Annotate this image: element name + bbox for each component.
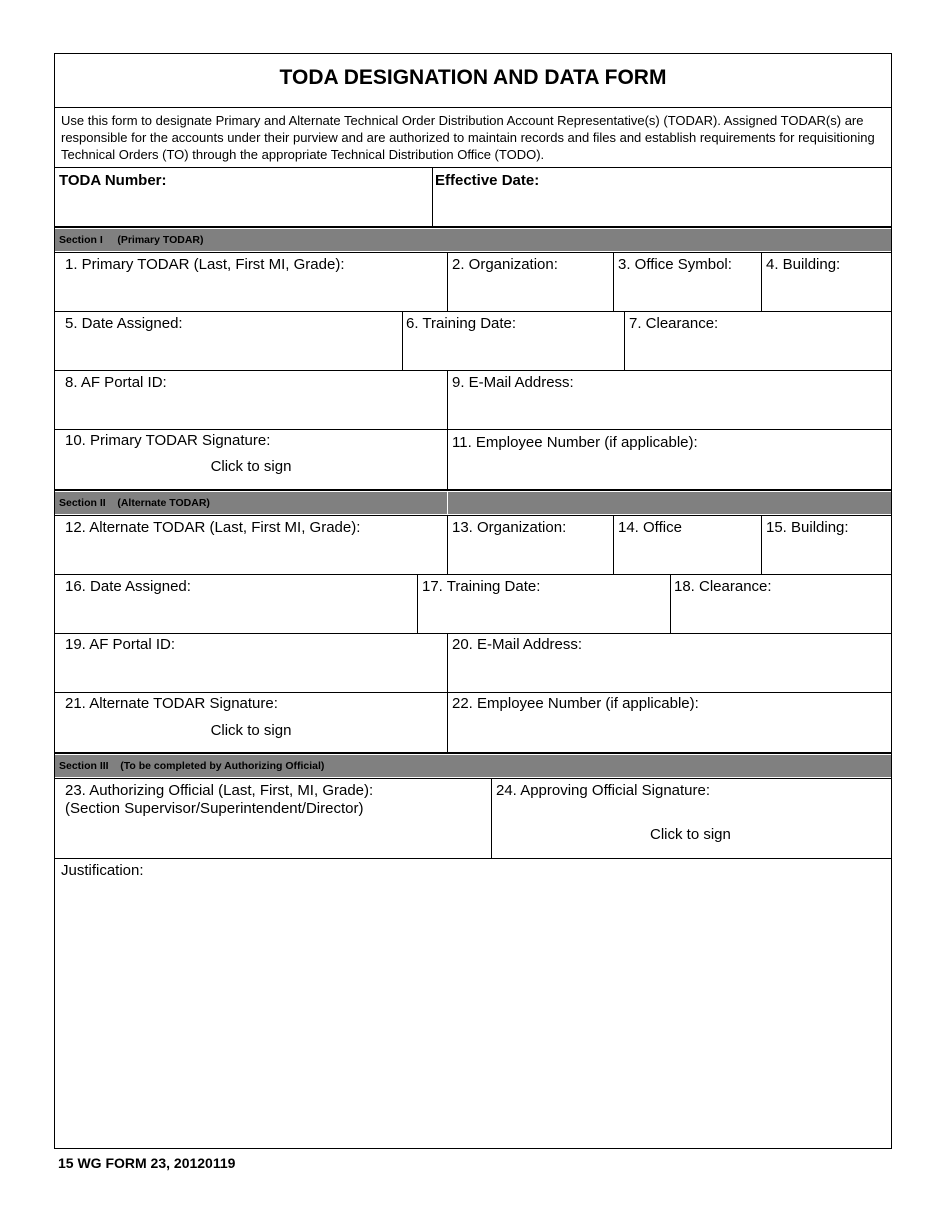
- primary-todar-name-label: 1. Primary TODAR (Last, First MI, Grade):: [65, 256, 345, 273]
- divider: [55, 370, 891, 371]
- section-2-title: Section II (Alternate TODAR): [59, 497, 210, 509]
- divider: [624, 311, 625, 370]
- primary-employee-number-label: 11. Employee Number (if applicable):: [452, 434, 698, 451]
- primary-todar-name-field[interactable]: [57, 274, 445, 310]
- primary-af-portal-id-label: 8. AF Portal ID:: [65, 374, 167, 391]
- divider: [55, 167, 891, 168]
- alternate-office-label: 14. Office: [618, 519, 682, 536]
- section-3-header: [55, 755, 891, 777]
- divider: [613, 252, 614, 311]
- primary-building-field[interactable]: [763, 274, 889, 310]
- divider: [761, 515, 762, 574]
- alternate-employee-number-label: 22. Employee Number (if applicable):: [452, 695, 699, 712]
- divider: [670, 574, 671, 633]
- primary-date-assigned-field[interactable]: [57, 333, 400, 369]
- authorizing-official-label: 23. Authorizing Official (Last, First, MI, Grade):: [65, 782, 374, 799]
- approving-signature-button[interactable]: Click to sign: [650, 826, 731, 843]
- divider: [55, 692, 891, 693]
- divider: [55, 252, 891, 253]
- authorizing-official-field[interactable]: [57, 820, 489, 856]
- divider: [447, 515, 448, 574]
- toda-number-field[interactable]: [57, 190, 429, 224]
- alternate-af-portal-id-label: 19. AF Portal ID:: [65, 636, 176, 653]
- authorizing-official-sublabel: (Section Supervisor/Superintendent/Director): [65, 800, 364, 817]
- alternate-organization-field[interactable]: [449, 537, 611, 573]
- primary-organization-field[interactable]: [449, 274, 611, 310]
- divider: [55, 107, 891, 108]
- alternate-date-assigned-field[interactable]: [57, 596, 415, 632]
- effective-date-label: Effective Date:: [435, 172, 540, 189]
- alternate-af-portal-id-field[interactable]: [57, 654, 445, 690]
- primary-email-field[interactable]: [449, 392, 889, 428]
- divider: [447, 252, 448, 311]
- divider: [55, 633, 891, 634]
- divider: [55, 489, 891, 491]
- primary-training-date-field[interactable]: [404, 333, 622, 369]
- divider: [55, 752, 891, 754]
- form-instructions: Use this form to designate Primary and Alternate Technical Order Distribution Account Representative(s) (TODAR). Assigned TODAR(s) are responsible for the accounts under their purview and are authorized to maintain records and files and establish requirements for requisitioning Technical Orders (TO) through the appropriate Technical Distribution Office (TODO).: [61, 113, 875, 162]
- alternate-signature-button[interactable]: Click to sign: [210, 722, 292, 739]
- primary-email-label: 9. E-Mail Address:: [452, 374, 574, 391]
- divider: [761, 252, 762, 311]
- divider: [402, 311, 403, 370]
- divider: [432, 167, 433, 226]
- divider: [55, 515, 891, 516]
- alternate-clearance-field[interactable]: [672, 596, 889, 632]
- divider: [613, 515, 614, 574]
- section-2-header: [55, 492, 891, 514]
- alternate-todar-name-field[interactable]: [57, 537, 445, 573]
- primary-training-date-label: 6. Training Date:: [406, 315, 517, 332]
- alternate-training-date-field[interactable]: [419, 596, 668, 632]
- divider: [55, 311, 891, 312]
- form-number: 15 WG FORM 23, 20120119: [58, 1155, 236, 1171]
- alternate-training-date-label: 17. Training Date:: [422, 578, 541, 595]
- divider: [55, 778, 891, 779]
- alternate-office-field[interactable]: [615, 537, 759, 573]
- divider: [55, 574, 891, 575]
- primary-office-symbol-label: 3. Office Symbol:: [618, 256, 732, 273]
- divider: [55, 429, 891, 430]
- divider: [417, 574, 418, 633]
- primary-clearance-label: 7. Clearance:: [629, 315, 719, 332]
- primary-employee-number-field[interactable]: [449, 452, 889, 488]
- primary-organization-label: 2. Organization:: [452, 256, 558, 273]
- section-3-title: Section III (To be completed by Authorizing Official): [59, 760, 325, 772]
- primary-building-label: 4. Building:: [766, 256, 841, 273]
- primary-date-assigned-label: 5. Date Assigned:: [65, 315, 183, 332]
- section-1-header: [55, 229, 891, 251]
- alternate-date-assigned-label: 16. Date Assigned:: [65, 578, 191, 595]
- justification-label: Justification:: [61, 862, 144, 879]
- form-title: TODA DESIGNATION AND DATA FORM: [279, 66, 667, 89]
- alternate-signature-label: 21. Alternate TODAR Signature:: [65, 695, 278, 712]
- effective-date-field[interactable]: [435, 190, 889, 224]
- approving-signature-label: 24. Approving Official Signature:: [496, 782, 711, 799]
- primary-signature-label: 10. Primary TODAR Signature:: [65, 432, 271, 449]
- alternate-organization-label: 13. Organization:: [452, 519, 567, 536]
- alternate-email-label: 20. E-Mail Address:: [452, 636, 583, 653]
- divider: [447, 492, 448, 514]
- alternate-employee-number-field[interactable]: [449, 713, 889, 749]
- alternate-clearance-label: 18. Clearance:: [674, 578, 772, 595]
- primary-signature-button[interactable]: Click to sign: [210, 458, 292, 475]
- primary-af-portal-id-field[interactable]: [57, 392, 445, 428]
- toda-form: [54, 53, 892, 1149]
- divider: [491, 778, 492, 858]
- section-1-title: Section I (Primary TODAR): [59, 234, 204, 246]
- alternate-building-label: 15. Building:: [766, 519, 849, 536]
- alternate-email-field[interactable]: [449, 654, 889, 690]
- toda-number-label: TODA Number:: [59, 172, 167, 189]
- primary-clearance-field[interactable]: [626, 333, 889, 369]
- justification-field[interactable]: [57, 882, 889, 1144]
- divider: [55, 226, 891, 228]
- alternate-todar-name-label: 12. Alternate TODAR (Last, First MI, Grade):: [65, 519, 361, 536]
- alternate-building-field[interactable]: [763, 537, 889, 573]
- divider: [55, 858, 891, 859]
- primary-office-symbol-field[interactable]: [615, 274, 759, 310]
